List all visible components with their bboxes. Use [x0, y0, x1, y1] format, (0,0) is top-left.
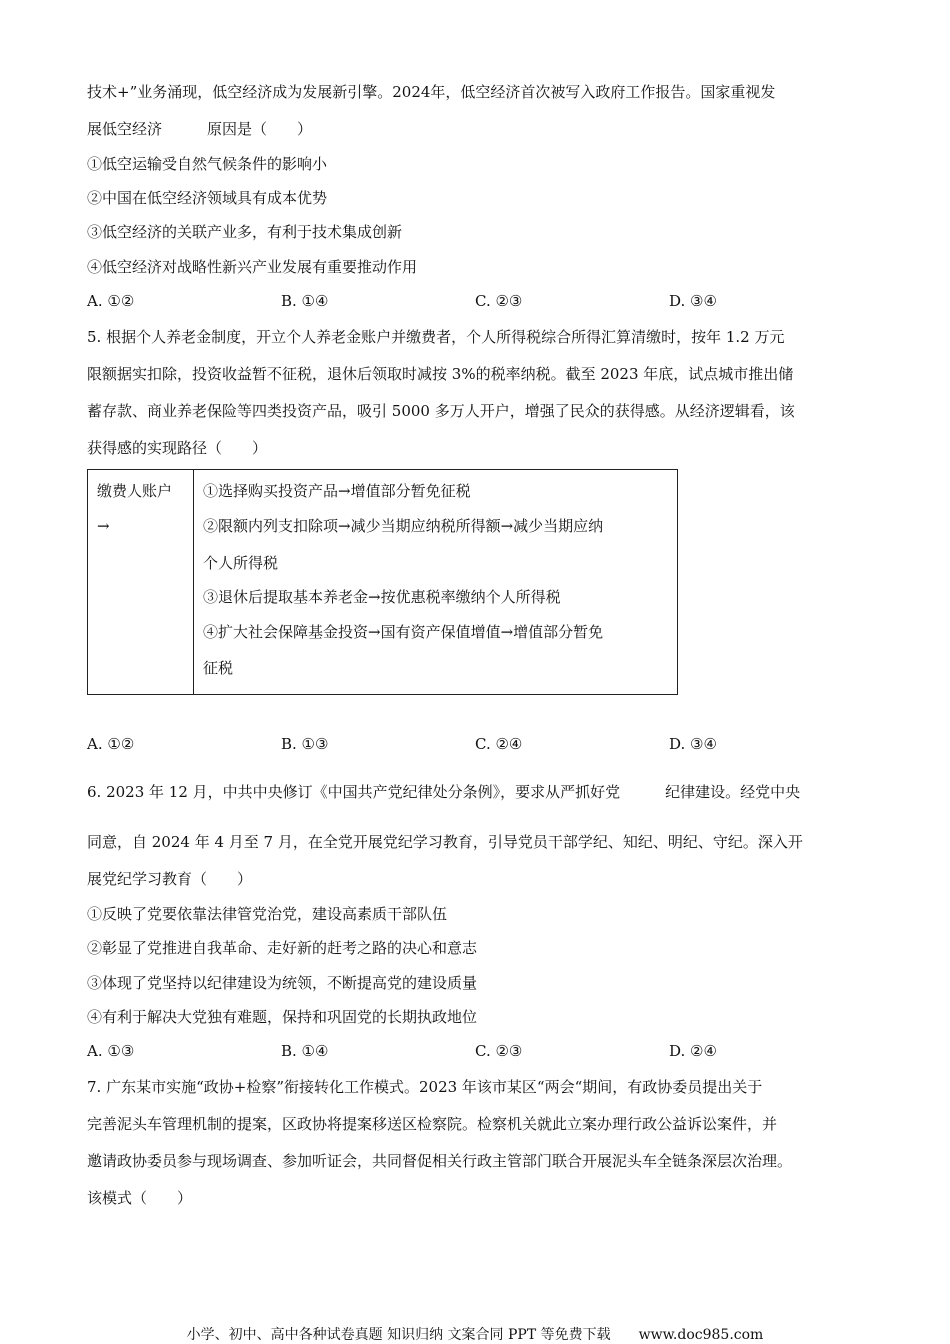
q4-item-3: ③低空经济的关联产业多，有利于技术集成创新	[87, 223, 403, 241]
q4-option-d[interactable]: D. ③④	[669, 292, 717, 310]
q4-item-1: ①低空运输受自然气候条件的影响小	[87, 155, 328, 173]
q5-option-b[interactable]: B. ①③	[281, 735, 329, 753]
q6-option-c[interactable]: C. ②③	[475, 1042, 523, 1060]
q6-line-3: 展党纪学习教育（ ）	[87, 870, 253, 888]
q6-item-1: ①反映了党要依靠法律管党治党，建设高素质干部队伍	[87, 905, 448, 923]
q6-option-d[interactable]: D. ②④	[669, 1042, 717, 1060]
q7-line-4: 该模式（ ）	[87, 1189, 193, 1207]
q7-line-3: 邀请政协委员参与现场调查、参加听证会，共同督促相关行政主管部门联合开展泥头车全链条深层次治理。	[87, 1152, 793, 1170]
table-left-label: 缴费人账户	[97, 482, 173, 500]
q6-item-2: ②彰显了党推进自我革命、走好新的赶考之路的决心和意志	[87, 939, 478, 957]
q6-line-2: 同意，自 2024 年 4 月至 7 月，在全党开展党纪学习教育，引导党员干部学纪、知纪、明纪、守纪。深入开	[87, 833, 803, 851]
q6-option-b[interactable]: B. ①④	[281, 1042, 329, 1060]
q4-option-c[interactable]: C. ②③	[475, 292, 523, 310]
q5-path-table	[87, 469, 678, 695]
q5-line-2: 限额据实扣除，投资收益暂不征税，退休后领取时减按 3%的税率纳税。截至 2023 年底，试点城市推出储	[87, 365, 794, 383]
q5-option-c[interactable]: C. ②④	[475, 735, 523, 753]
table-path-3: ③退休后提取基本养老金→按优惠税率缴纳个人所得税	[203, 588, 561, 606]
page-footer: 小学、初中、高中各种试卷真题 知识归纳 文案合同 PPT 等免费下载 www.doc985.com	[186, 1327, 764, 1343]
table-divider	[193, 470, 194, 694]
table-path-4-cont: 征税	[203, 659, 234, 677]
q5-options	[87, 734, 867, 754]
table-path-4: ④扩大社会保障基金投资→国有资产保值增值→增值部分暂免	[203, 623, 604, 641]
q4-line-1: 技术+”业务涌现，低空经济成为发展新引擎。2024年，低空经济首次被写入政府工作报告。国家重视发	[87, 83, 776, 101]
q6-item-3: ③体现了党坚持以纪律建设为统领，不断提高党的建设质量	[87, 974, 478, 992]
q6-line-1: 6. 2023 年 12 月，中共中央修订《中国共产党纪律处分条例》，要求从严抓好党 纪律建设。经党中央	[87, 783, 801, 801]
q5-line-4: 获得感的实现路径（ ）	[87, 439, 268, 457]
table-left-arrow: →	[97, 517, 110, 535]
q5-option-d[interactable]: D. ③④	[669, 735, 717, 753]
q4-options	[87, 291, 867, 311]
q4-option-b[interactable]: B. ①④	[281, 292, 329, 310]
q4-option-a[interactable]: A. ①②	[87, 292, 135, 310]
q6-option-a[interactable]: A. ①③	[87, 1042, 135, 1060]
q4-item-2: ②中国在低空经济领域具有成本优势	[87, 189, 328, 207]
table-path-2: ②限额内列支扣除项→减少当期应纳税所得额→减少当期应纳	[203, 517, 604, 535]
table-path-1: ①选择购买投资产品→增值部分暂免征税	[203, 482, 471, 500]
q5-option-a[interactable]: A. ①②	[87, 735, 135, 753]
q6-item-4: ④有利于解决大党独有难题，保持和巩固党的长期执政地位	[87, 1008, 478, 1026]
q4-line-2: 展低空经济 原因是（ ）	[87, 120, 313, 138]
q7-line-1: 7. 广东某市实施“政协+检察”衔接转化工作模式。2023 年该市某区“两会“期间，有政协委员提出关于	[87, 1078, 763, 1096]
q5-line-1: 5. 根据个人养老金制度，开立个人养老金账户并缴费者，个人所得税综合所得汇算清缴时，按年 1.2 万元	[87, 328, 785, 346]
q4-item-4: ④低空经济对战略性新兴产业发展有重要推动作用	[87, 258, 418, 276]
q6-options	[87, 1041, 867, 1061]
q5-line-3: 蓄存款、商业养老保险等四类投资产品，吸引 5000 多万人开户，增强了民众的获得感。从经济逻辑看，该	[87, 402, 795, 420]
q7-line-2: 完善泥头车管理机制的提案，区政协将提案移送区检察院。检察机关就此立案办理行政公益诉讼案件，并	[87, 1115, 778, 1133]
table-path-2-cont: 个人所得税	[203, 554, 279, 572]
